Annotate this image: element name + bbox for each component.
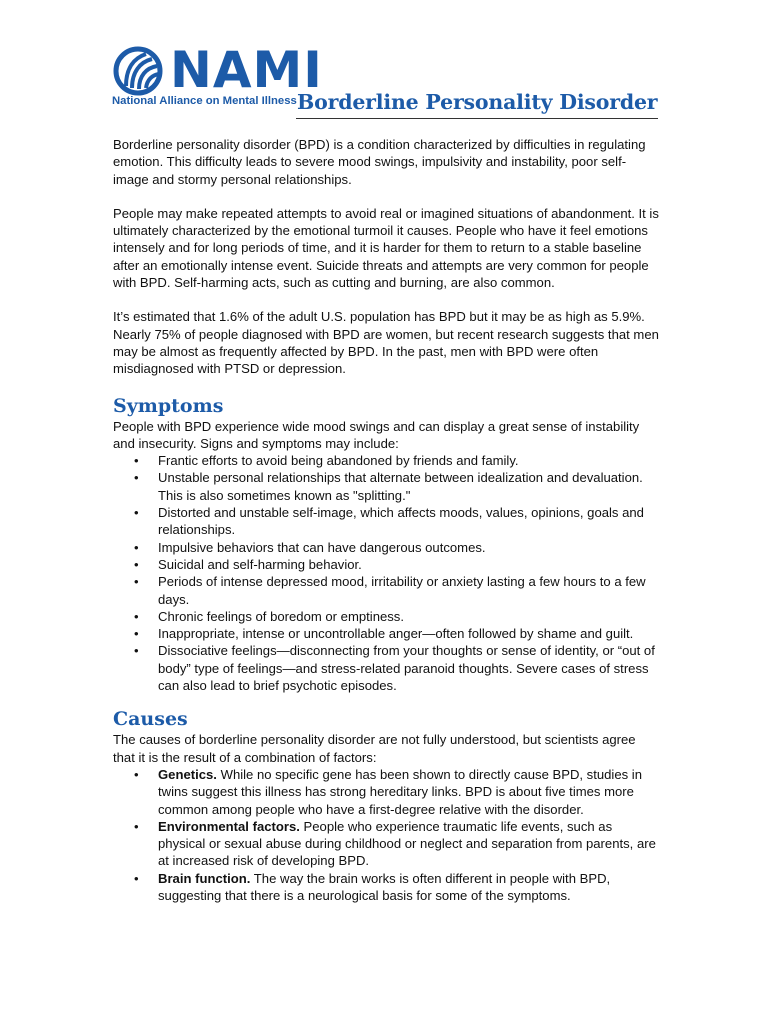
cause-text: People who experience traumatic life events, such as physical or sexual abuse during childhood or neglect and separation from parents, are at increased risk of developing BPD. (158, 818, 656, 869)
intro-paragraph-2: People may make repeated attempts to avoid real or imagined situations of abandonment. It is ultimately characterized by the emotional turmoil it causes. People who have it feel emotions intensely and for long periods of time, and it is harder for them to return to a stable baseline after an emotionally intense event. Suicide threats and attempts are very common for people with BPD. Self-harming acts, such as cutting and burning, are also common. (113, 205, 659, 291)
bullet-icon: • (134, 643, 139, 659)
list-item (113, 766, 661, 818)
list-item: • Suicidal and self-harming behavior. (134, 556, 362, 572)
page-title: Borderline Personality Disorder (297, 90, 658, 114)
bullet-icon: • (134, 453, 139, 469)
list-item: • Unstable personal relationships that alternate between idealization and devaluation. This is also sometimes known as "splitting." (134, 470, 643, 503)
document-header (112, 40, 658, 120)
list-item: • Inappropriate, intense or uncontrollable anger—often followed by shame and guilt. (134, 626, 634, 642)
causes-heading: Causes (113, 708, 188, 731)
list-item: • Periods of intense depressed mood, irritability or anxiety lasting a few hours to a few days. (134, 574, 646, 607)
list-item: • Frantic efforts to avoid being abandoned by friends and family. (134, 453, 519, 469)
cause-text: The way the brain works is often different in people with BPD, suggesting that there is a neurological basis for some of the symptoms. (158, 870, 611, 903)
nami-logo (112, 40, 323, 118)
bullet-icon: • (134, 626, 139, 642)
cause-term: Environmental factors. (158, 818, 300, 834)
bullet-icon: • (134, 766, 139, 782)
list-item: • Impulsive behaviors that can have dangerous outcomes. (134, 539, 486, 555)
causes-intro: The causes of borderline personality disorder are not fully understood, but scientists agree that it is the result of a combination of factors: (113, 732, 636, 765)
bullet-icon: • (134, 574, 139, 590)
symptoms-list (113, 452, 661, 694)
title-divider (296, 118, 658, 119)
cause-term: Brain function. (158, 870, 251, 886)
bullet-icon: • (134, 470, 139, 486)
intro-paragraph-1: Borderline personality disorder (BPD) is a condition characterized by difficulties in regulating emotion. This difficulty leads to severe mood swings, impulsivity and instability, poor self-image and stormy personal relationships. (113, 137, 646, 187)
bullet-icon: • (134, 539, 139, 555)
list-item (113, 818, 661, 870)
nami-logo-mark-icon (112, 46, 168, 96)
list-item: • Dissociative feelings—disconnecting from your thoughts or sense of identity, or “out of body” type of feelings—and stress-related paranoid thoughts. Severe cases of stress can also lead to brief psychotic episodes. (134, 643, 655, 694)
bullet-icon: • (134, 556, 139, 572)
bullet-icon: • (134, 870, 139, 886)
intro-paragraph-3: It’s estimated that 1.6% of the adult U.S. population has BPD but it may be as high as 5.9%. Nearly 75% of people diagnosed with BPD are women, but recent research suggests that men may be almost as frequently affected by BPD. In the past, men with BPD were often misdiagnosed with PTSD or depression. (113, 309, 659, 377)
list-item: • Distorted and unstable self-image, which affects moods, values, opinions, goals and relationships. (134, 505, 644, 538)
bullet-icon: • (134, 818, 139, 834)
document-body (113, 136, 661, 918)
bullet-icon: • (134, 608, 139, 624)
symptoms-heading: Symptoms (113, 394, 224, 417)
cause-term: Genetics. (158, 766, 217, 782)
list-item (113, 870, 661, 905)
cause-text: While no specific gene has been shown to directly cause BPD, studies in twins suggest this illness has strong hereditary links. BPD is about five times more common among people who have a first-degree relative with the disorder. (158, 766, 643, 817)
logo-wordmark: NAMI (170, 41, 323, 99)
symptoms-intro: People with BPD experience wide mood swings and can display a great sense of instability and insecurity. Signs and symptoms may include: (113, 418, 640, 451)
logo-subtitle: National Alliance on Mental Illness (112, 95, 297, 107)
bullet-icon: • (134, 505, 139, 521)
causes-list (113, 766, 661, 904)
list-item: • Chronic feelings of boredom or emptiness. (134, 608, 404, 624)
